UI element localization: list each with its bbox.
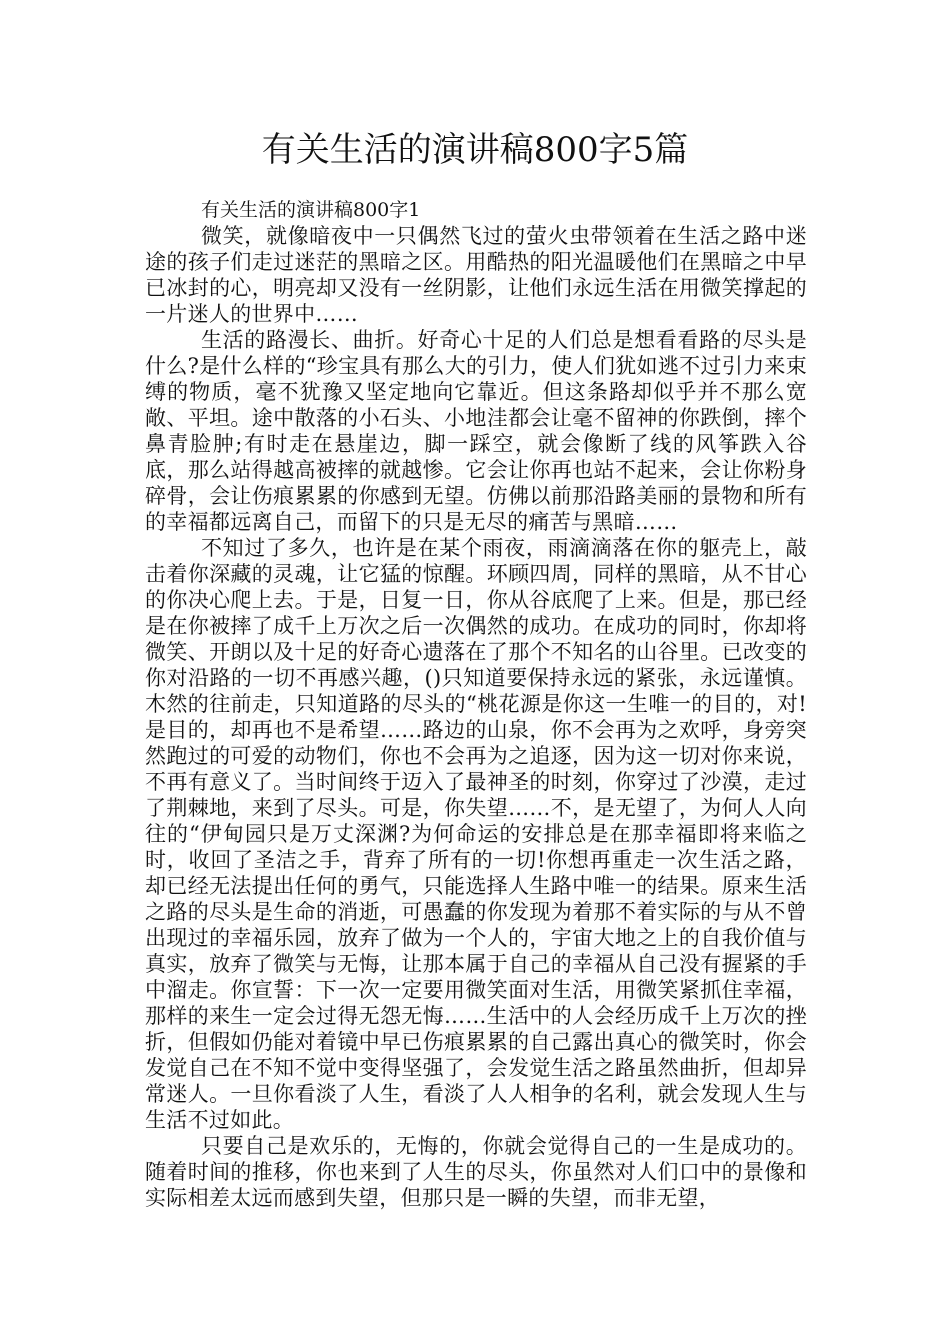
paragraph-2: 生活的路漫长、曲折。好奇心十足的人们总是想看看路的尽头是什么?是什么样的“珍宝具有那么大的引力，使人们犹如逃不过引力来束缚的物质，毫不犹豫又坚定地向它靠近。但这条路却似乎并不那么宽敞、平坦。途中散落的小石头、小地洼都会让毫不留神的你跌倒，摔个鼻青脸肿;有时走在悬崖边，脚一踩空，就会像断了线的风筝跌入谷底，那么站得越高被摔的就越惨。它会让你再也站不起来，会让你粉身碎骨，会让伤痕累累的你感到无望。仿佛以前那沿路美丽的景物和所有的幸福都远离自己，而留下的只是无尽的痛苦与黑暗…… (145, 328, 807, 534)
document-body (145, 197, 807, 1211)
paragraph-3: 不知过了多久，也许是在某个雨夜，雨滴滴落在你的躯壳上，敲击着你深藏的灵魂，让它猛的惊醒。环顾四周，同样的黑暗，从不甘心的你决心爬上去。于是，日复一日，你从谷底爬了上来。但是，那已经是在你被摔了成千上万次之后一次偶然的成功。在成功的同时，你却将微笑、开朗以及十足的好奇心遗落在了那个不知名的山谷里。已改变的你对沿路的一切不再感兴趣，()只知道要保持永远的紧张，永远谨慎。木然的往前走，只知道路的尽头的“桃花源是你这一生唯一的目的，对!是目的，却再也不是希望……路边的山泉，你不会再为之欢呼，身旁突然跑过的可爱的动物们，你也不会再为之追逐，因为这一切对你来说，不再有意义了。当时间终于迈入了最神圣的时刻，你穿过了沙漠，走过了荆棘地，来到了尽头。可是，你失望……不，是无望了，为何人人向往的“伊甸园只是万丈深渊?为何命运的安排总是在那幸福即将来临之时，收回了圣洁之手，背弃了所有的一切!你想再重走一次生活之路，却已经无法提出任何的勇气，只能选择人生路中唯一的结果。原来生活之路的尽头是生命的消逝，可愚蠢的你发现为着那不着实际的与从不曾出现过的幸福乐园，放弃了做为一个人的，宇宙大地之上的自我价值与真实，放弃了微笑与无悔，让那本属于自己的幸福从自己没有握紧的手中溜走。你宣誓：下一次一定要用微笑面对生活，用微笑紧抓住幸福，那样的来生一定会过得无怨无悔……生活中的人会经历成千上万次的挫折，但假如仍能对着镜中早已伤痕累累的自己露出真心的微笑时，你会发觉自己在不知不觉中变得坚强了，会发觉生活之路虽然曲折，但却异常迷人。一旦你看淡了人生，看淡了人人相争的名利，就会发现人生与生活不过如此。 (145, 536, 807, 1132)
paragraph-1: 微笑，就像暗夜中一只偶然飞过的萤火虫带领着在生活之路中迷途的孩子们走过迷茫的黑暗之区。用酷热的阳光温暖他们在黑暗之中早已冰封的心，明亮却又没有一丝阴影，让他们永远生活在用微笑撑起的一片迷人的世界中…… (145, 224, 807, 326)
paragraph-4: 只要自己是欢乐的，无悔的，你就会觉得自己的一生是成功的。随着时间的推移，你也来到了人生的尽头，你虽然对人们口中的景像和实际相差太远而感到失望，但那只是一瞬的失望，而非无望， (145, 1134, 807, 1210)
document-title: 有关生活的演讲稿800字5篇 (261, 130, 689, 170)
section-heading: 有关生活的演讲稿800字1 (201, 199, 421, 221)
